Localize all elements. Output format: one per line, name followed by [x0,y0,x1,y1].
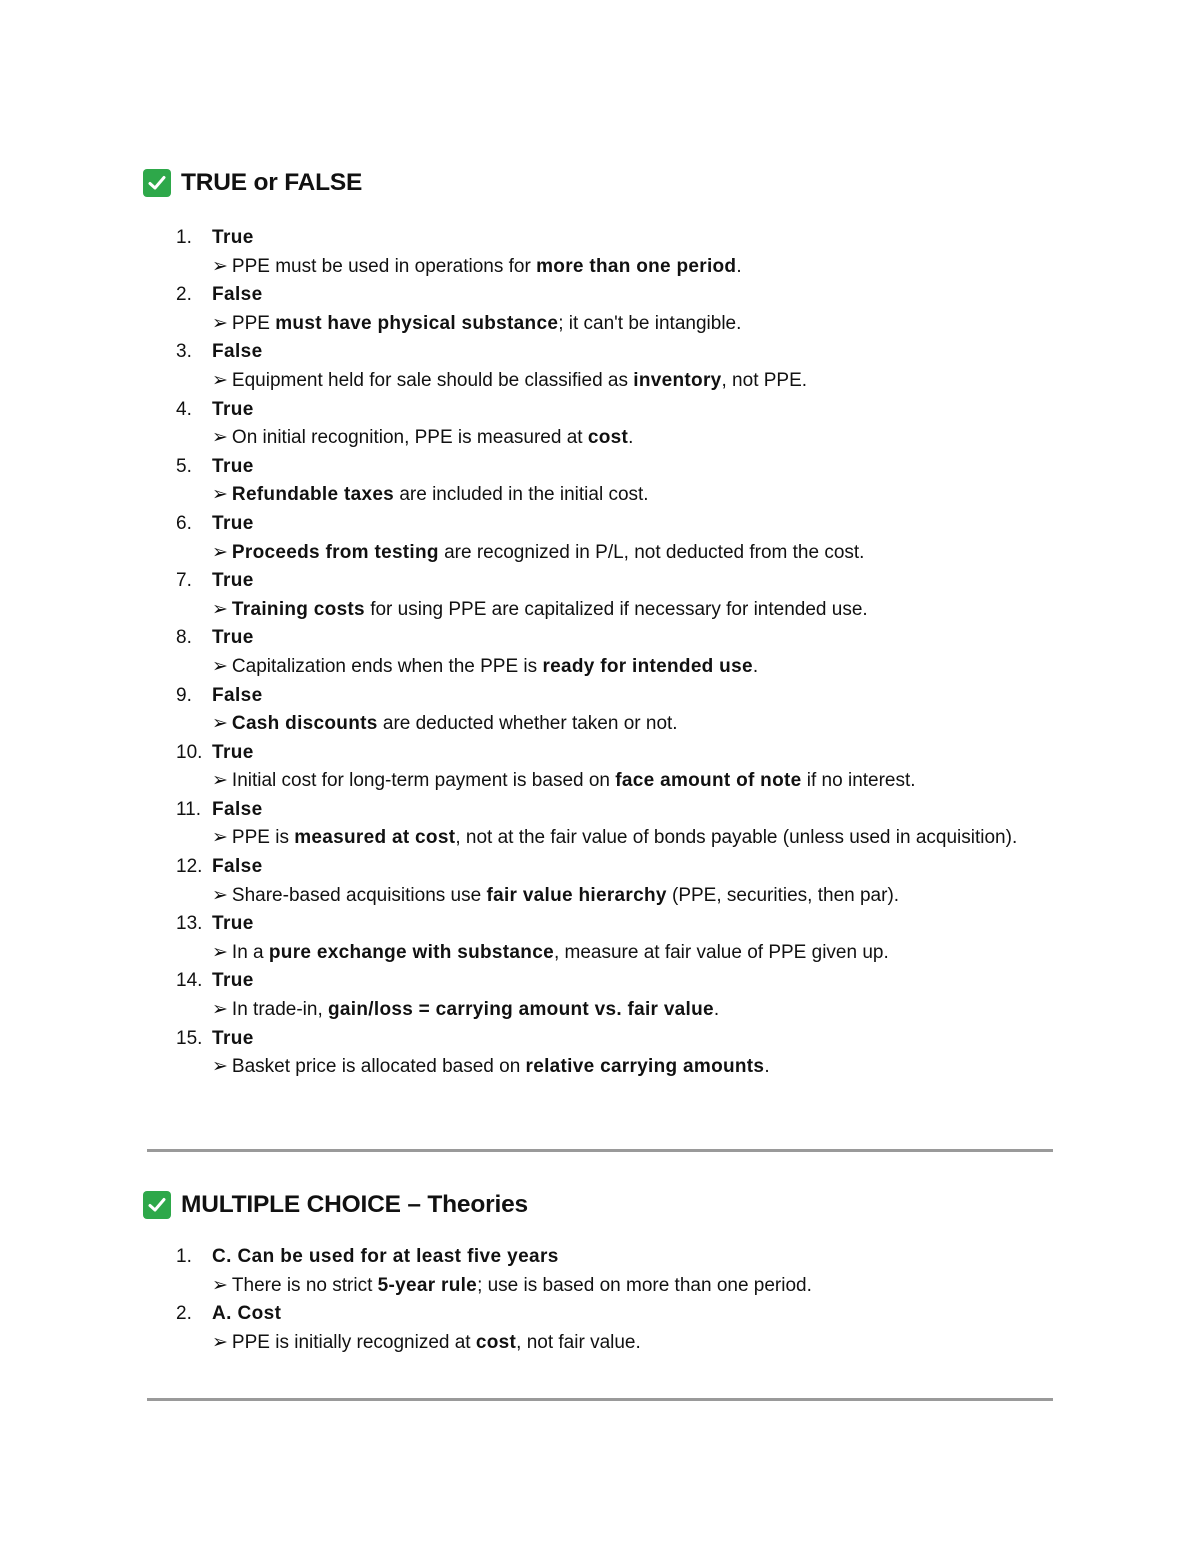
answer-label: True [212,627,254,649]
arrow-bullet-icon: ➢ [212,941,228,963]
item-number: 2. [176,1303,192,1325]
arrow-bullet-icon: ➢ [212,1056,228,1078]
arrow-bullet-icon: ➢ [212,369,228,391]
answer-label: True [212,1027,254,1049]
arrow-bullet-icon: ➢ [212,884,228,906]
explanation-emphasis: Refundable taxes [231,484,395,506]
explanation-emphasis: 5-year rule [377,1274,478,1296]
arrow-bullet-icon: ➢ [212,427,228,449]
explanation [212,367,1055,396]
answer-label: False [212,684,263,706]
explanation [212,310,1055,339]
list-item [143,453,1055,510]
explanation-text: PPE is initially recognized at [231,1331,476,1353]
arrow-bullet-icon: ➢ [212,655,228,677]
explanation-emphasis: gain/loss = carrying amount vs. fair value [328,999,714,1021]
explanation-emphasis: relative carrying amounts [525,1056,765,1078]
answer-label: True [212,227,254,248]
multiple-choice-list [143,1243,1055,1357]
list-item [143,510,1055,567]
explanation-text: if no interest. [801,770,916,792]
explanation-emphasis: pure exchange with substance [268,941,554,963]
explanation-text: ; use is based on more than one period. [477,1274,812,1296]
item-number: 13. [176,913,203,935]
list-item [143,967,1055,1024]
item-number: 7. [176,570,192,592]
item-number: 12. [176,856,203,878]
explanation-emphasis: Proceeds from testing [231,541,439,563]
answer-label: True [212,455,254,477]
list-item [143,624,1055,681]
section-title: MULTIPLE CHOICE – Theories [181,1191,528,1218]
arrow-bullet-icon: ➢ [212,827,228,849]
item-number: 10. [176,741,203,763]
arrow-bullet-icon: ➢ [212,255,228,277]
item-number: 3. [176,341,192,363]
explanation [212,653,1055,682]
answer-label: A. Cost [212,1303,282,1325]
explanation [212,882,1055,911]
answer-label: False [212,856,263,878]
explanation-emphasis: fair value hierarchy [486,884,667,906]
explanation-text: (PPE, securities, then par). [666,884,900,906]
check-mark-icon [143,169,171,197]
explanation [212,767,1055,796]
explanation-emphasis: more than one period [536,255,737,277]
explanation-text: Share-based acquisitions use [231,884,487,906]
list-item [143,224,1055,281]
explanation-text: Basket price is allocated based on [231,1056,526,1078]
answer-label: True [212,970,254,992]
explanation-emphasis: cost [587,427,629,449]
explanation-text: On initial recognition, PPE is measured at [231,427,588,449]
explanation [212,1053,1055,1082]
answer-label: C. Can be used for at least five years [212,1246,559,1267]
item-number: 2. [176,284,192,306]
item-number: 1. [176,1246,192,1267]
answer-label: True [212,512,254,534]
arrow-bullet-icon: ➢ [212,713,228,735]
explanation [212,481,1055,510]
arrow-bullet-icon: ➢ [212,541,228,563]
explanation [212,996,1055,1025]
item-number: 8. [176,627,192,649]
item-number: 14. [176,970,203,992]
list-item [143,796,1055,853]
answer-label: True [212,913,254,935]
explanation-text: for using PPE are capitalized if necessary for intended use. [364,598,868,620]
item-number: 9. [176,684,192,706]
item-number: 15. [176,1027,203,1049]
explanation [212,253,1055,282]
explanation-text: In a [231,941,269,963]
explanation-text: . [736,255,742,277]
explanation-text: Equipment held for sale should be classified as [231,369,634,391]
explanation [212,939,1055,968]
explanation [212,596,1055,625]
answer-label: False [212,798,263,820]
explanation-text: In trade-in, [231,999,329,1021]
check-mark-icon [143,1191,171,1219]
section-divider [147,1149,1053,1152]
multiple-choice-heading [143,1188,1055,1222]
explanation-text: , measure at fair value of PPE given up. [553,941,889,963]
list-item [143,910,1055,967]
explanation-emphasis: must have physical substance [275,312,559,334]
explanation-text: PPE is [231,827,295,849]
answer-label: True [212,741,254,763]
explanation [212,710,1055,739]
list-item [143,1025,1055,1082]
item-number: 5. [176,455,192,477]
list-item [143,396,1055,453]
explanation-emphasis: ready for intended use [542,655,753,677]
multiple-choice-section [143,1188,1055,1357]
arrow-bullet-icon: ➢ [212,598,228,620]
explanation-text: , not fair value. [516,1331,641,1353]
explanation-emphasis: Cash discounts [231,713,378,735]
explanation-text: , not at the fair value of bonds payable (unless used in acquisition). [455,827,1018,849]
explanation [212,539,1055,568]
item-number: 1. [176,227,192,248]
explanation-emphasis: measured at cost [294,827,456,849]
explanation-emphasis: cost [475,1331,517,1353]
list-item [143,1300,1055,1357]
explanation-text: are recognized in P/L, not deducted from the cost. [438,541,865,563]
list-item [143,853,1055,910]
true-false-heading [143,166,1055,200]
arrow-bullet-icon: ➢ [212,1274,228,1296]
answer-label: True [212,398,254,420]
list-item [143,567,1055,624]
answer-label: False [212,341,263,363]
item-number: 6. [176,512,192,534]
explanation [212,424,1055,453]
answer-label: False [212,284,263,306]
explanation [212,1329,1055,1358]
section-title: TRUE or FALSE [181,169,363,196]
explanation-emphasis: Training costs [231,598,365,620]
arrow-bullet-icon: ➢ [212,999,228,1021]
arrow-bullet-icon: ➢ [212,484,228,506]
true-false-section [143,166,1055,1082]
arrow-bullet-icon: ➢ [212,1331,228,1353]
explanation-text: , not PPE. [721,369,808,391]
explanation-text: are deducted whether taken or not. [377,713,678,735]
list-item [143,281,1055,338]
arrow-bullet-icon: ➢ [212,312,228,334]
explanation-emphasis: face amount of note [615,770,802,792]
item-number: 11. [176,798,202,820]
explanation-text: PPE [231,312,276,334]
explanation-text: PPE must be used in operations for [231,255,537,277]
explanation [212,824,1055,853]
explanation-text: ; it can't be intangible. [558,312,742,334]
list-item [143,338,1055,395]
explanation-text: . [713,999,720,1021]
list-item [143,1243,1055,1300]
list-item [143,739,1055,796]
explanation-text: Initial cost for long-term payment is based on [231,770,616,792]
explanation-text: There is no strict [231,1274,378,1296]
list-item [143,682,1055,739]
arrow-bullet-icon: ➢ [212,770,228,792]
explanation-text: . [628,427,634,449]
section-divider [147,1398,1053,1401]
answer-label: True [212,570,254,592]
explanation-text: Capitalization ends when the PPE is [231,655,543,677]
true-false-list [143,224,1055,1082]
explanation-text: . [764,1056,770,1078]
explanation-text: . [752,655,759,677]
explanation [212,1272,1055,1301]
explanation-text: are included in the initial cost. [394,484,649,506]
explanation-emphasis: inventory [633,369,722,391]
item-number: 4. [176,398,192,420]
